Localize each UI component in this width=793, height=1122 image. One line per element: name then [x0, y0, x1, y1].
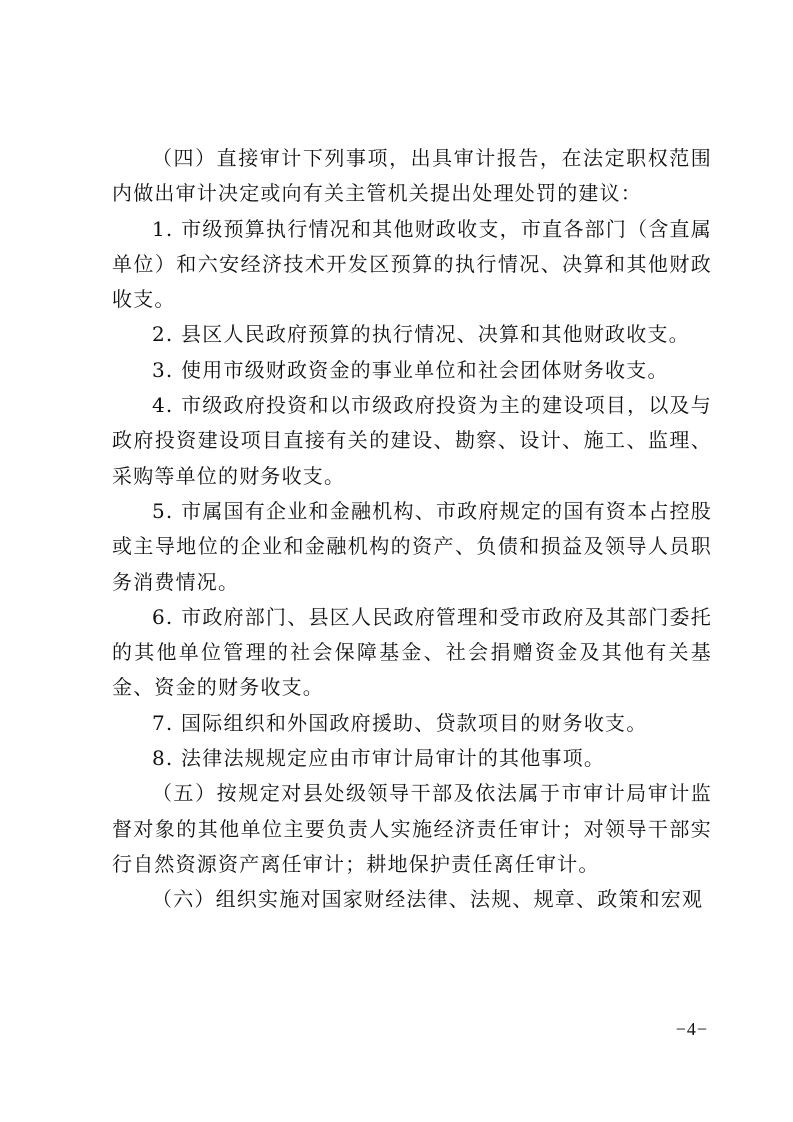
paragraph-item-1: 1. 市级预算执行情况和其他财政收支，市直各部门（含直属单位）和六安经济技术开发区预算的执行情况、决算和其他财政收支。: [112, 216, 712, 312]
paragraph-item-8: 8. 法律法规规定应由市审计局审计的其他事项。: [152, 746, 606, 771]
paragraph-item-3: 3. 使用市级财政资金的事业单位和社会团体财务收支。: [152, 357, 669, 382]
document-body: [112, 141, 712, 918]
paragraph-item-7: 7. 国际组织和外国政府援助、贷款项目的财务收支。: [152, 710, 648, 735]
page-number: −4−: [675, 1019, 708, 1039]
paragraph-item-4: 4. 市级政府投资和以市级政府投资为主的建设项目，以及与政府投资建设项目直接有关的建设、勘察、设计、施工、监理、采购等单位的财务收支。: [112, 393, 712, 488]
paragraph-5-economic-responsibility: （五）按规定对县处级领导干部及依法属于市审计局审计监督对象的其他单位主要负责人实施经济责任审计；对领导干部实行自然资源资产离任审计；耕地保护责任离任审计。: [112, 781, 712, 876]
paragraph-item-5: 5. 市属国有企业和金融机构、市政府规定的国有资本占控股或主导地位的企业和金融机构的资产、负债和损益及领导人员职务消费情况。: [112, 498, 712, 594]
paragraph-4-direct-audit: （四）直接审计下列事项，出具审计报告，在法定职权范围内做出审计决定或向有关主管机关提出处理处罚的建议：: [112, 146, 712, 206]
paragraph-item-2: 2. 县区人民政府预算的执行情况、决算和其他财政收支。: [152, 322, 690, 347]
paragraph-item-6: 6. 市政府部门、县区人民政府管理和受市政府及其部门委托的其他单位管理的社会保障基金、社会捐赠资金及其他有关基金、资金的财务收支。: [112, 604, 712, 700]
paragraph-6-policy-audit: （六）组织实施对国家财经法律、法规、规章、政策和宏观: [152, 887, 704, 912]
